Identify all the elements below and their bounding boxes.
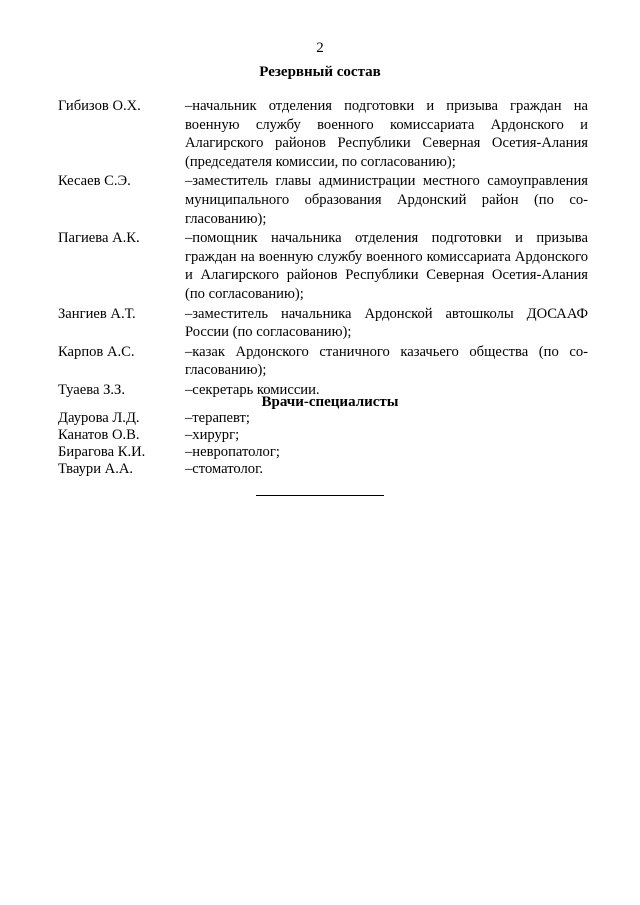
member-role: –помощник начальника отделения подготовки и призыва граждан на военную службу военного комиссариата Ардонского и Алагирского районов Республики Северная Осетия-Алания (по согласованию); [185, 230, 588, 302]
doctor-specialty: –терапевт; [185, 410, 250, 426]
roster-entry [58, 444, 588, 461]
doctor-specialty: –стоматолог. [185, 461, 264, 477]
roster-entry [58, 343, 588, 380]
roster-entry [58, 305, 588, 342]
closing-divider-line [256, 495, 384, 496]
roster-entry [58, 172, 588, 228]
doctor-specialty: –хирург; [185, 427, 240, 443]
member-name: Гибизов О.Х. [58, 98, 141, 114]
reserve-section-title: Резервный состав [259, 64, 381, 80]
member-name: Зангиев А.Т. [58, 305, 136, 322]
member-role: –начальник отделения подготовки и призыва граждан на военную службу военного комиссариата Ардонского и Алагирского районов Республики Северная Осетия-Алания (председателя комиссии, по согласованию); [185, 98, 588, 170]
member-role: –заместитель главы администрации местного самоуправления муниципального образования Ардонский район (по согласованию); [185, 173, 588, 227]
doctor-name: Канатов О.В. [58, 427, 140, 443]
page-number: 2 [316, 40, 324, 56]
member-name: Туаева З.З. [58, 381, 125, 398]
roster-entry [58, 229, 588, 303]
doctor-name: Бирагова К.И. [58, 444, 146, 460]
member-role: –секретарь комиссии. [185, 381, 320, 398]
member-role: –заместитель начальника Ардонской автошколы ДОСААФ России (по согласованию); [185, 305, 588, 341]
member-name: Карпов А.С. [58, 343, 135, 360]
doctor-name: Даурова Л.Д. [58, 410, 140, 426]
reserve-roster [58, 97, 588, 401]
member-role: –казак Ардонского станичного казачьего общества (по согласованию); [185, 343, 588, 379]
member-name: Пагиева А.К. [58, 230, 140, 247]
roster-entry [58, 97, 588, 171]
doctor-name: Тваури А.А. [58, 461, 134, 477]
roster-entry [58, 461, 588, 478]
roster-entry [58, 427, 588, 444]
doctor-specialty: –невропатолог; [185, 444, 280, 460]
member-name: Кесаев С.Э. [58, 173, 131, 190]
doctors-section-title: Врачи-специалисты [261, 394, 399, 410]
roster-entry [58, 410, 588, 427]
doctors-roster [58, 410, 588, 478]
